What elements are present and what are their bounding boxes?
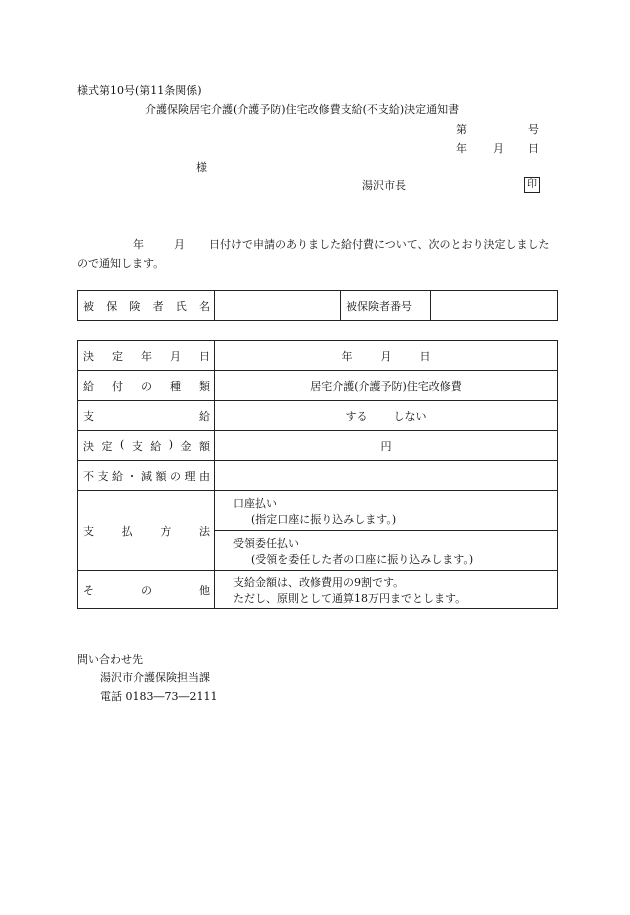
insured-name-label: 被 保 険 者 氏 名: [78, 291, 215, 321]
payment-label: 支 給: [78, 401, 215, 431]
reason-value[interactable]: [215, 461, 558, 491]
form-number: 様式第10号(第11条関係): [77, 84, 202, 97]
other-value: [215, 571, 558, 609]
decision-table: [77, 340, 558, 609]
decision-date-label: 決 定 年 月 日: [78, 341, 215, 371]
method2-note: (受領を委任した者の口座に振り込みします。): [251, 552, 474, 566]
insured-table: [77, 290, 558, 321]
method1-title: 口座払い: [233, 496, 277, 510]
other-label: そ の 他: [78, 571, 215, 609]
contact-phone: 電話 0183―73―2111: [100, 690, 218, 703]
body-text: 日付けで申請のありました給付費について、次のとおり決定しましたので通知します。: [77, 238, 550, 270]
benefit-type-label: 給 付 の 種 類: [78, 371, 215, 401]
body-month: 月: [174, 238, 185, 251]
other-line2: ただし、原則として通算18万円までとします。: [233, 591, 467, 605]
insured-number-label: 被保険者番号: [341, 291, 431, 321]
decision-date-value: [215, 341, 558, 371]
insured-number-value[interactable]: [431, 291, 558, 321]
method-proxy: [215, 531, 558, 571]
notice-body: [77, 235, 557, 273]
payment-yes[interactable]: する: [345, 409, 368, 423]
method-label: 支 払 方 法: [78, 491, 215, 571]
amount-unit: 円: [380, 439, 392, 453]
method-account: [215, 491, 558, 531]
payment-value: [215, 401, 558, 431]
method1-note: (指定口座に振り込みします。): [251, 512, 397, 526]
seal-stamp: 印: [524, 177, 540, 193]
addressee-suffix: 様: [196, 161, 207, 174]
number-suffix: 号: [528, 123, 539, 136]
decision-day: 日: [419, 349, 431, 363]
amount-label: 決 定 ( 支 給 ) 金 額: [78, 431, 215, 461]
document-title: 介護保険居宅介護(介護予防)住宅改修費支給(不支給)決定通知書: [145, 103, 460, 116]
decision-month: 月: [380, 349, 392, 363]
reason-label: 不 支 給 ・ 減 額 の 理 由: [78, 461, 215, 491]
date-month: 月: [493, 142, 504, 155]
date-day: 日: [528, 142, 539, 155]
benefit-type-value: 居宅介護(介護予防)住宅改修費: [215, 371, 558, 401]
issuer-name: 湯沢市長: [362, 179, 406, 192]
insured-name-value[interactable]: [215, 291, 341, 321]
contact-dept: 湯沢市介護保険担当課: [100, 671, 210, 684]
method2-title: 受領委任払い: [233, 536, 299, 550]
decision-year: 年: [341, 349, 353, 363]
payment-no[interactable]: しない: [393, 409, 427, 423]
other-line1: 支給金額は、改修費用の9割です。: [233, 575, 405, 589]
body-year: 年: [133, 238, 144, 251]
date-year: 年: [456, 142, 467, 155]
number-prefix: 第: [456, 123, 467, 136]
contact-heading: 問い合わせ先: [77, 653, 143, 666]
amount-value: [215, 431, 558, 461]
